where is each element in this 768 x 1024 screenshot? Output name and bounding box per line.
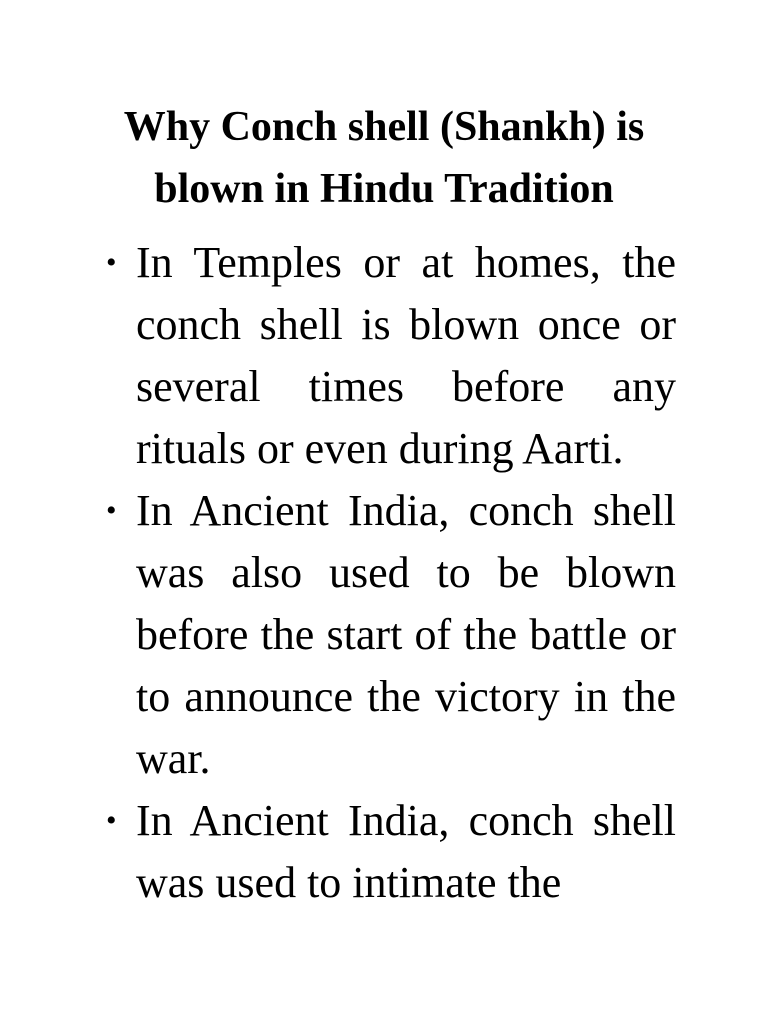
bullet-text: In Ancient India, conch shell was used to intimate the	[136, 796, 676, 907]
bullet-list	[106, 232, 676, 914]
bullet-text: In Temples or at homes, the conch shell is blown once or several times before any rituals or even during Aarti.	[136, 238, 676, 473]
bullet-icon: •	[106, 494, 117, 527]
document-title	[60, 96, 708, 220]
bullet-icon: •	[106, 246, 117, 279]
bullet-item	[106, 480, 676, 790]
bullet-icon: •	[106, 804, 117, 837]
title-line-1: Why Conch shell (Shankh) is	[123, 104, 645, 150]
bullet-text: In Ancient India, conch shell was also used to be blown before the start of the battle or to announce the victory in the war.	[136, 486, 676, 783]
bullet-item	[106, 790, 676, 914]
title-line-2: blown in Hindu Tradition	[154, 166, 614, 212]
bullet-item	[106, 232, 676, 480]
